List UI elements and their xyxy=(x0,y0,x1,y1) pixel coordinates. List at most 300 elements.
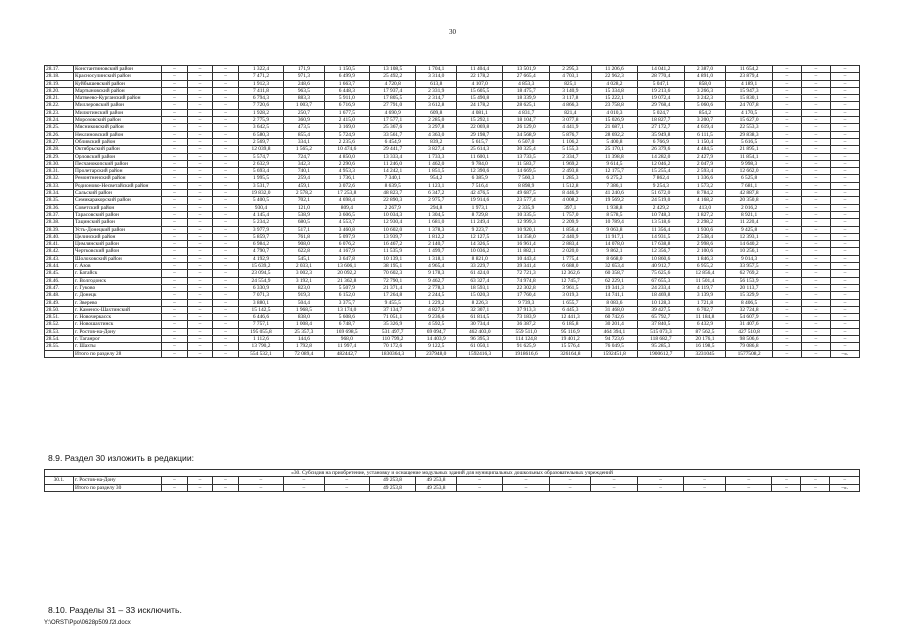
table-cell: 1918616,6 xyxy=(503,350,549,357)
table-cell: 5 024,7 xyxy=(638,109,684,116)
table-row xyxy=(45,270,860,277)
table-cell: – xyxy=(213,109,239,116)
row-name: г. Донецк xyxy=(74,292,162,299)
table-cell: 3 077,8 xyxy=(549,117,591,124)
table-cell: – xyxy=(830,277,859,284)
table-cell: – xyxy=(549,477,591,484)
table-cell: – xyxy=(162,241,188,248)
table-cell: – xyxy=(187,248,213,255)
table-cell: – xyxy=(772,131,801,138)
table-cell: – xyxy=(187,314,213,321)
table-cell: – xyxy=(772,484,801,491)
table-cell: – xyxy=(187,277,213,284)
table-cell: – xyxy=(801,95,830,102)
table-cell: 69 094,7 xyxy=(416,328,457,335)
table-cell: 1 851,5 xyxy=(416,168,457,175)
table-cell: 5 859,7 xyxy=(238,233,283,240)
table-cell: 13 939,7 xyxy=(369,233,415,240)
table-cell: 1 968,5 xyxy=(284,306,325,313)
table-cell: 838,0 xyxy=(284,314,325,321)
table-cell: 4 363,0 xyxy=(416,131,457,138)
table-cell: 12 046,2 xyxy=(638,160,684,167)
table-cell: 294,8 xyxy=(416,204,457,211)
table-cell: 14 640,2 xyxy=(726,241,772,248)
table-cell: 15 639,2 xyxy=(238,263,283,270)
table-cell: – xyxy=(213,299,239,306)
table-cell: 12 441,3 xyxy=(549,314,591,321)
table-cell: – xyxy=(830,314,859,321)
table-cell: – xyxy=(830,248,859,255)
table-cell: 1 677,5 xyxy=(324,109,369,116)
table-cell: 42 887,8 xyxy=(726,190,772,197)
table-cell: – xyxy=(162,277,188,284)
table-cell: 5 615,7 xyxy=(457,138,503,145)
table-cell: 15 292,1 xyxy=(457,117,503,124)
row-index: 28.33. xyxy=(45,182,74,189)
table-cell: – xyxy=(187,146,213,153)
row-index: 28.22. xyxy=(45,102,74,109)
table-cell: – xyxy=(830,117,859,124)
table-cell: – xyxy=(283,477,324,484)
table-cell: 15 020,3 xyxy=(457,292,503,299)
table-cell: 169 698,5 xyxy=(324,328,369,335)
table-cell: 8 578,5 xyxy=(591,211,637,218)
table-cell: – xyxy=(801,124,830,131)
table-cell: – xyxy=(830,73,859,80)
table-cell: – xyxy=(162,102,188,109)
table-cell: 5 574,7 xyxy=(238,153,283,160)
table-cell: – xyxy=(830,306,859,313)
table-cell: – xyxy=(187,292,213,299)
table-cell: – xyxy=(213,350,239,357)
table-cell: 4 484,5 xyxy=(684,146,726,153)
table-cell: 32 653,4 xyxy=(591,263,637,270)
table-cell: – xyxy=(187,197,213,204)
table-cell: 32 724,8 xyxy=(726,306,772,313)
row-index: 28.36. xyxy=(45,204,74,211)
table-cell: 29 441,7 xyxy=(369,146,415,153)
table-cell: – xyxy=(162,299,188,306)
table-cell: – xyxy=(213,284,239,291)
table-cell: – xyxy=(772,277,801,284)
table-cell: 14 282,0 xyxy=(638,153,684,160)
table-cell: 54 607,9 xyxy=(726,314,772,321)
table-cell: – xyxy=(772,241,801,248)
table-cell: 2 209,9 xyxy=(549,219,591,226)
table-cell: 3 297,8 xyxy=(416,124,457,131)
table-cell: 855,4 xyxy=(284,131,325,138)
table-cell: – xyxy=(801,190,830,197)
table-cell: – xyxy=(187,226,213,233)
row-index: 28.29. xyxy=(45,153,74,160)
table-cell: 4 619,4 xyxy=(684,124,726,131)
table-cell: 1 930,6 xyxy=(684,226,726,233)
table-cell: 7 681,1 xyxy=(726,182,772,189)
table-cell: 6 111,5 xyxy=(684,131,726,138)
table-cell: 38 195,1 xyxy=(369,263,415,270)
table-cell: 11 854,1 xyxy=(726,153,772,160)
table-row xyxy=(45,204,860,211)
table-cell: 1 704,1 xyxy=(416,66,457,73)
table-cell: 724,7 xyxy=(284,153,325,160)
row-index: 28.53. xyxy=(45,328,74,335)
row-index: 28.34. xyxy=(45,190,74,197)
table-cell: 13 333,4 xyxy=(369,153,415,160)
table-cell: 17 937,4 xyxy=(369,87,415,94)
table-cell: 24 178,2 xyxy=(457,102,503,109)
table-cell: – xyxy=(801,175,830,182)
table-cell: 5 911,0 xyxy=(324,95,369,102)
table-cell: 482442,7 xyxy=(324,350,369,357)
table-row xyxy=(45,211,860,218)
table-cell: 2 578,2 xyxy=(284,190,325,197)
table-cell: 3 612,8 xyxy=(416,102,457,109)
table-cell: – xyxy=(830,321,859,328)
table-cell: 12 127,5 xyxy=(457,233,503,240)
table-cell: – xyxy=(801,138,830,145)
table-cell: 37 840,5 xyxy=(638,321,684,328)
table-cell: – xyxy=(801,219,830,226)
table-row xyxy=(45,350,860,357)
table-cell: 22 302,8 xyxy=(503,284,549,291)
table-cell: – xyxy=(772,102,801,109)
table-row xyxy=(45,160,860,167)
table-cell: 15 329,9 xyxy=(726,292,772,299)
table-cell: – xyxy=(162,255,188,262)
table-cell: – xyxy=(162,87,188,94)
table-cell: 5 608,6 xyxy=(324,314,369,321)
table-cell: 1 969,2 xyxy=(549,160,591,167)
table-cell: 26 129,0 xyxy=(503,124,549,131)
table-cell: – xyxy=(162,270,188,277)
table-cell: 11 997,4 xyxy=(324,343,369,350)
table-cell: 2 440,9 xyxy=(549,233,591,240)
row-index: 28.38. xyxy=(45,219,74,226)
table-cell: – xyxy=(801,168,830,175)
table-cell: – xyxy=(772,292,801,299)
table-cell: – xyxy=(162,211,188,218)
row-name: Семикаракорский район xyxy=(74,197,162,204)
table-row xyxy=(45,314,860,321)
table-cell: 95 116,9 xyxy=(549,328,591,335)
table-cell: 462 403,0 xyxy=(457,328,503,335)
table-cell: 9 455,5 xyxy=(369,299,415,306)
table-cell: 5 155,3 xyxy=(549,146,591,153)
table-cell: 61 814,5 xyxy=(457,314,503,321)
table-cell: 7 386,1 xyxy=(591,182,637,189)
table-cell: 21 687,1 xyxy=(591,124,637,131)
table-cell: 1 150,5 xyxy=(324,66,369,73)
table-cell: 326164,8 xyxy=(549,350,591,357)
table-cell: – xyxy=(830,197,859,204)
table-cell: 62 769,2 xyxy=(726,270,772,277)
table-cell: 809,4 xyxy=(324,204,369,211)
table-cell: – xyxy=(830,343,859,350)
table-cell: 36 387,2 xyxy=(503,321,549,328)
table-cell: – xyxy=(830,284,859,291)
table-cell: 19 569,2 xyxy=(591,197,637,204)
table-cell: 1 378,3 xyxy=(416,226,457,233)
table-cell: 2 033,1 xyxy=(284,263,325,270)
table-cell: 5 047,1 xyxy=(638,80,684,87)
row-name: Миллеровский район xyxy=(74,102,162,109)
table-row xyxy=(45,117,860,124)
table-cell: 858,0 xyxy=(684,80,726,87)
row-name: Итого по разделу 28 xyxy=(74,350,162,357)
table-cell: 18 593,1 xyxy=(457,284,503,291)
table-cell: 14 358,0 xyxy=(503,233,549,240)
table-cell: 839,2 xyxy=(416,138,457,145)
table-cell: – xyxy=(801,153,830,160)
table-cell: – xyxy=(162,335,188,342)
table-cell: – xyxy=(162,233,188,240)
table-cell: 28 692,2 xyxy=(591,131,637,138)
table-cell: 3 531,7 xyxy=(238,182,283,189)
table-row xyxy=(45,102,860,109)
table-cell: – xyxy=(162,146,188,153)
table-cell: 11 404,4 xyxy=(457,66,503,73)
table-cell: – xyxy=(830,175,859,182)
row-index: 28.40. xyxy=(45,233,74,240)
table-cell: 6 499,9 xyxy=(324,73,369,80)
table-cell: 17 805,5 xyxy=(369,95,415,102)
table-cell: 121,0 xyxy=(284,204,325,211)
table-row xyxy=(45,190,860,197)
table-cell: 2 020,0 xyxy=(549,248,591,255)
table-cell: 3231045 xyxy=(684,350,726,357)
table-cell: – xyxy=(801,484,830,491)
row-index: 28.28. xyxy=(45,146,74,153)
row-name: Тарасовский район xyxy=(74,211,162,218)
table-cell: – xyxy=(772,321,801,328)
table-cell: 4 827,6 xyxy=(416,306,457,313)
table-cell: – xyxy=(324,477,369,484)
table-cell: 4 081,1 xyxy=(457,109,503,116)
row-index: 28.21. xyxy=(45,95,74,102)
table-cell: 2 298,2 xyxy=(684,219,726,226)
table-cell: 11 356,4 xyxy=(638,226,684,233)
table-cell: 28 625,1 xyxy=(503,102,549,109)
table-cell: 5 060,6 xyxy=(684,102,726,109)
table-cell: – xyxy=(213,182,239,189)
table-cell: 79 086,8 xyxy=(726,343,772,350)
table-cell: 30 734,4 xyxy=(457,321,503,328)
table-cell: 5 693,4 xyxy=(238,168,283,175)
table-cell: 11 249,4 xyxy=(457,219,503,226)
table-cell: 49 253,8 xyxy=(416,484,457,491)
row-name: Красносулинский район xyxy=(74,73,162,80)
table-cell: 6 766,9 xyxy=(638,138,684,145)
table-cell: 60 742,6 xyxy=(591,314,637,321)
table-cell: – xyxy=(801,335,830,342)
table-cell: – xyxy=(162,248,188,255)
table-cell: – xyxy=(772,270,801,277)
table-cell: – xyxy=(726,484,772,491)
table-cell: – xyxy=(591,477,637,484)
table-cell: 31 407,6 xyxy=(726,321,772,328)
table-cell: 1 928,2 xyxy=(238,109,283,116)
table-cell: 28 770,4 xyxy=(638,73,684,80)
table-cell: – xyxy=(772,314,801,321)
table-cell: 70 172,6 xyxy=(369,343,415,350)
table-cell: 11 583,7 xyxy=(503,160,549,167)
table-cell: – xyxy=(162,314,188,321)
table-cell: – xyxy=(162,175,188,182)
table-cell: 1 106,2 xyxy=(549,138,591,145)
table-row xyxy=(45,226,860,233)
table-cell: 12 356,7 xyxy=(638,248,684,255)
table-cell: – xyxy=(213,484,239,491)
table-cell: 3 242,3 xyxy=(684,95,726,102)
table-cell: 4 592,5 xyxy=(416,321,457,328)
table-cell: 63 327,4 xyxy=(457,277,503,284)
table-cell: 908,0 xyxy=(284,241,325,248)
table-cell: 12 039,8 xyxy=(238,146,283,153)
table-cell: – xyxy=(772,233,801,240)
table-cell: 554 532,1 xyxy=(238,350,283,357)
table-cell: – xyxy=(772,343,801,350)
table-cell: 4 008,2 xyxy=(549,197,591,204)
table-row xyxy=(45,138,860,145)
table-cell: – xyxy=(213,168,239,175)
table-cell: – xyxy=(213,263,239,270)
table-cell: – xyxy=(238,484,283,491)
table-cell: – xyxy=(187,255,213,262)
row-index: 28.20. xyxy=(45,87,74,94)
table-cell: 15 222,1 xyxy=(591,95,637,102)
table-cell: – xyxy=(187,175,213,182)
table-cell: 531 497,7 xyxy=(369,328,415,335)
table-cell: – xyxy=(162,190,188,197)
table-cell: – xyxy=(801,321,830,328)
table-cell: 30 201,4 xyxy=(591,321,637,328)
table-cell: – xyxy=(772,66,801,73)
table-row xyxy=(45,263,860,270)
table-cell: – xyxy=(801,284,830,291)
table-row xyxy=(45,153,860,160)
row-name: Октябрьский район xyxy=(74,146,162,153)
table-cell: – xyxy=(162,160,188,167)
table-cell: 65 792,7 xyxy=(638,314,684,321)
table-cell: 10 748,3 xyxy=(638,211,684,218)
table-cell: 24 233,4 xyxy=(638,284,684,291)
table-cell: 6 955,2 xyxy=(684,263,726,270)
table-cell: 4 441,9 xyxy=(549,124,591,131)
table-cell: 3 977,9 xyxy=(238,226,283,233)
table-cell: – xyxy=(801,263,830,270)
table-cell: 622,8 xyxy=(284,248,325,255)
table-cell: 15 605,5 xyxy=(457,87,503,94)
table-cell: 459,1 xyxy=(284,182,325,189)
table-cell: 3 139,9 xyxy=(684,292,726,299)
table-cell: 48 823,7 xyxy=(369,190,415,197)
row-name: Песчанокопский район xyxy=(74,160,162,167)
row-index xyxy=(45,484,74,491)
table-cell: 118 682,7 xyxy=(638,335,684,342)
table-cell: – xyxy=(162,117,188,124)
table-cell: – xyxy=(801,248,830,255)
table-cell: 8 639,5 xyxy=(369,182,415,189)
table-cell: 33 561,7 xyxy=(369,131,415,138)
table-cell: 24 707,8 xyxy=(726,102,772,109)
table-cell: – xyxy=(772,306,801,313)
row-index: 30.1. xyxy=(45,477,74,484)
table-cell: 39 427,5 xyxy=(638,306,684,313)
table-cell: – xyxy=(801,299,830,306)
table-row xyxy=(45,477,860,484)
table-cell: 5 507,9 xyxy=(324,284,369,291)
row-name: Тацинский район xyxy=(74,219,162,226)
table-cell: 8 226,3 xyxy=(457,299,503,306)
table-cell: 67 655,3 xyxy=(638,277,684,284)
table-cell: – xyxy=(772,160,801,167)
table-cell: – xyxy=(830,226,859,233)
row-name: г. Гуково xyxy=(74,284,162,291)
table-cell: 9 236,6 xyxy=(416,314,457,321)
table-cell: 72 721,3 xyxy=(503,270,549,277)
table-cell: 2 314,7 xyxy=(416,95,457,102)
row-index: 28.42. xyxy=(45,248,74,255)
table-cell: – xyxy=(187,350,213,357)
table-cell: 18 827,7 xyxy=(638,117,684,124)
table-cell: 23 094,5 xyxy=(238,270,283,277)
row-index: 28.32. xyxy=(45,175,74,182)
table-cell: 413,0 xyxy=(684,204,726,211)
table-cell: 27 665,4 xyxy=(503,73,549,80)
table-cell: – xyxy=(162,168,188,175)
table-cell: – xyxy=(187,160,213,167)
table-cell: 823,0 xyxy=(284,284,325,291)
section-30-body xyxy=(45,470,860,492)
table-cell: 7 411,8 xyxy=(238,87,283,94)
table-cell: 1 912,3 xyxy=(238,80,283,87)
row-index: 28.45. xyxy=(45,270,74,277)
table-cell: 6 688,0 xyxy=(549,263,591,270)
table-cell: 1 112,6 xyxy=(238,335,283,342)
table-cell: 7 720,6 xyxy=(238,102,283,109)
table-cell: 4 189,1 xyxy=(726,80,772,87)
table-cell: – xyxy=(213,270,239,277)
table-cell: 20 350,8 xyxy=(726,197,772,204)
table-row xyxy=(45,292,860,299)
table-cell: 2 569,7 xyxy=(238,138,283,145)
table-cell: 12 390,6 xyxy=(457,168,503,175)
table-cell: – xyxy=(772,226,801,233)
table-cell: 1 499,7 xyxy=(416,248,457,255)
table-cell: – xyxy=(162,109,188,116)
table-cell: – xyxy=(684,477,726,484)
table-row xyxy=(45,197,860,204)
table-cell: 2 883,4 xyxy=(549,241,591,248)
table-cell: 609,8 xyxy=(416,109,457,116)
table-cell: 3 606,5 xyxy=(324,211,369,218)
table-cell: 1 512,8 xyxy=(549,182,591,189)
table-cell: – xyxy=(801,66,830,73)
table-cell: 6 432,9 xyxy=(684,321,726,328)
table-cell: 171,9 xyxy=(284,66,325,73)
table-cell: – xyxy=(801,233,830,240)
table-cell: – xyxy=(830,131,859,138)
table-cell: – xyxy=(801,343,830,350)
table-cell: 13 606,1 xyxy=(324,263,369,270)
table-cell: 61 424,0 xyxy=(457,270,503,277)
table-cell: 10 474,6 xyxy=(324,146,369,153)
table-cell: 15 255,4 xyxy=(638,168,684,175)
table-cell: – xyxy=(830,109,859,116)
table-cell: – xyxy=(830,87,859,94)
table-cell: – xyxy=(187,263,213,270)
table-cell: – xyxy=(162,284,188,291)
